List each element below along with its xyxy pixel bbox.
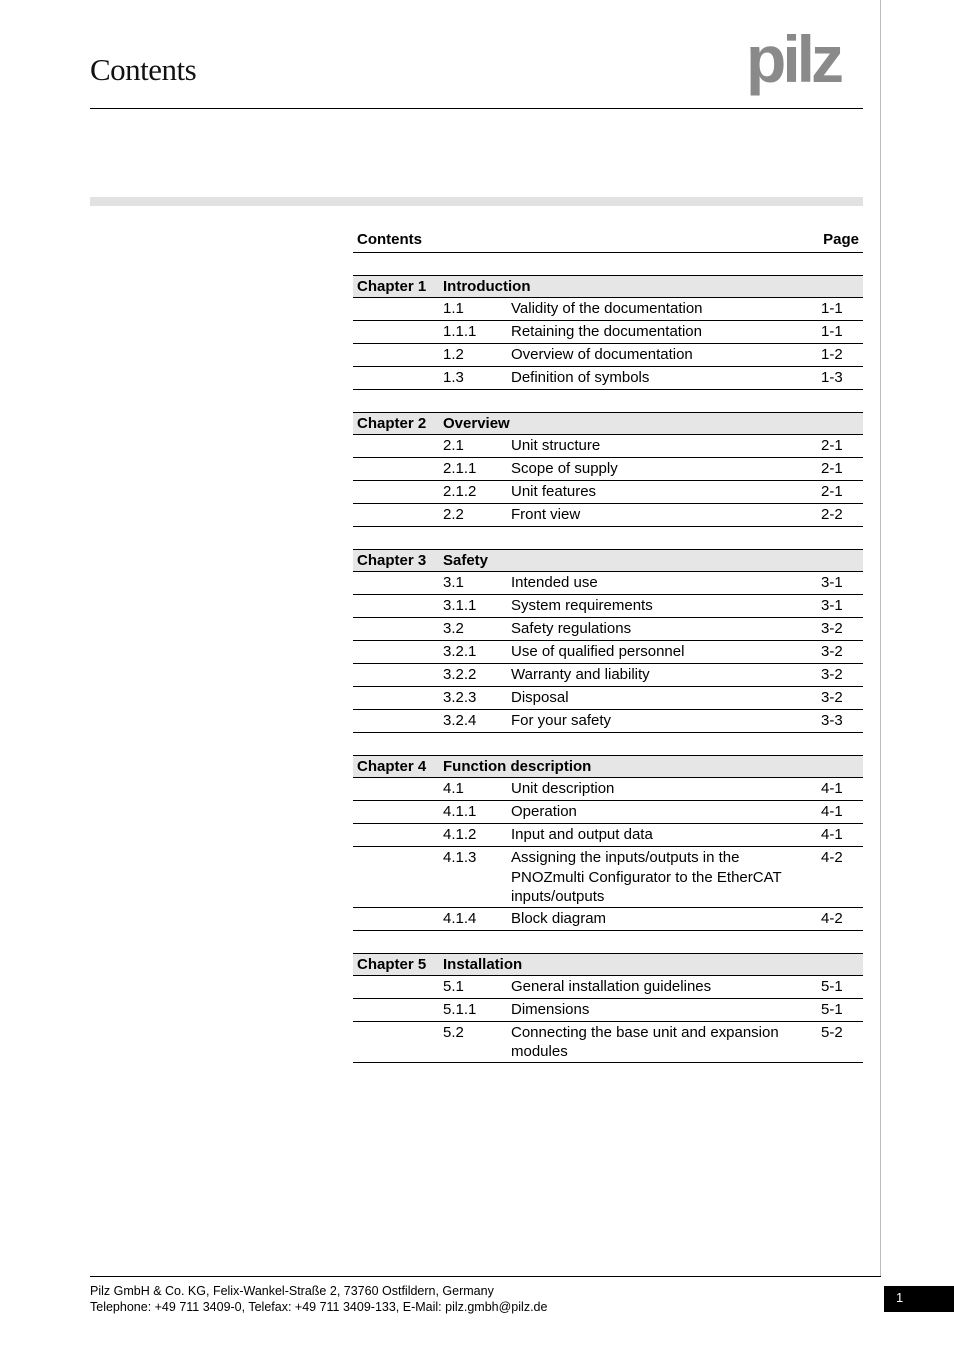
entry-title: Retaining the documentation xyxy=(511,323,702,340)
entry-title: Disposal xyxy=(511,689,569,706)
pilz-logo: pilz xyxy=(746,22,840,96)
entry-page: 4-1 xyxy=(821,826,843,843)
entry-number: 4.1.4 xyxy=(443,909,477,927)
toc-header xyxy=(353,226,863,253)
chapter-heading[interactable] xyxy=(353,412,863,435)
entry-title: For your safety xyxy=(511,712,612,729)
entry-number: 4.1.1 xyxy=(443,803,477,820)
entry-number: 3.2.2 xyxy=(443,666,477,683)
entry-indent xyxy=(353,299,443,320)
entry-number: 2.1.2 xyxy=(443,483,477,500)
entry-page: 3-2 xyxy=(821,620,843,637)
entry-number: 2.2 xyxy=(443,506,464,523)
chapter-title: Installation xyxy=(443,955,523,973)
entry-title: General installation guidelines xyxy=(511,977,712,995)
toc-entry[interactable] xyxy=(353,1022,863,1063)
entry-page: 4-1 xyxy=(821,780,843,797)
entry-page: 2-2 xyxy=(821,506,843,523)
entry-indent xyxy=(353,848,443,907)
entry-title: Connecting the base unit and expansion modules xyxy=(511,1023,779,1060)
entry-page: 2-1 xyxy=(821,460,843,477)
entry-indent xyxy=(353,977,443,998)
entry-number: 5.1 xyxy=(443,977,464,995)
entry-number: 3.1.1 xyxy=(443,597,477,614)
entry-number: 1.2 xyxy=(443,346,464,363)
entry-indent xyxy=(353,505,443,526)
entry-title: Unit features xyxy=(511,483,597,500)
entry-indent xyxy=(353,596,443,617)
footer-divider xyxy=(90,1276,881,1277)
entry-indent xyxy=(353,573,443,594)
chapter-heading[interactable] xyxy=(353,275,863,298)
entry-page: 5-2 xyxy=(821,1023,843,1041)
entry-number: 5.1.1 xyxy=(443,1000,477,1018)
toc-entry[interactable] xyxy=(353,976,863,999)
entry-number: 1.3 xyxy=(443,369,464,386)
entry-indent xyxy=(353,909,443,930)
toc-entry[interactable] xyxy=(353,710,863,733)
entry-page: 1-1 xyxy=(821,323,843,340)
page-title: Contents xyxy=(90,52,197,87)
entry-indent xyxy=(353,1000,443,1021)
entry-number: 3.2.4 xyxy=(443,712,477,729)
chapter-heading[interactable] xyxy=(353,549,863,572)
toc-entry[interactable] xyxy=(353,458,863,481)
chapter-label: Chapter 3 xyxy=(357,552,427,569)
toc-entry[interactable] xyxy=(353,908,863,931)
footer-address: Pilz GmbH & Co. KG, Felix-Wankel-Straße 2, 73760 Ostfildern, Germany xyxy=(90,1284,494,1298)
toc-entry[interactable] xyxy=(353,999,863,1022)
entry-number: 3.2.3 xyxy=(443,689,477,706)
chapter-heading[interactable] xyxy=(353,755,863,778)
toc-entry[interactable] xyxy=(353,641,863,664)
chapter-label: Chapter 5 xyxy=(357,955,427,973)
table-of-contents xyxy=(353,226,863,1063)
entry-title: Use of qualified personnel xyxy=(511,643,685,660)
entry-title: Front view xyxy=(511,506,581,523)
entry-title: Dimensions xyxy=(511,1000,590,1018)
entry-indent xyxy=(353,1023,443,1062)
entry-indent xyxy=(353,459,443,480)
chapter-label: Chapter 4 xyxy=(357,758,427,775)
entry-indent xyxy=(353,711,443,732)
toc-entry[interactable] xyxy=(353,801,863,824)
entry-page: 3-1 xyxy=(821,574,843,591)
entry-indent xyxy=(353,322,443,343)
entry-indent xyxy=(353,825,443,846)
entry-indent xyxy=(353,779,443,800)
toc-chapter xyxy=(353,275,863,390)
entry-title: Input and output data xyxy=(511,826,653,843)
entry-indent xyxy=(353,345,443,366)
entry-indent xyxy=(353,688,443,709)
entry-page: 3-2 xyxy=(821,643,843,660)
toc-entry[interactable] xyxy=(353,435,863,458)
entry-page: 4-2 xyxy=(821,909,843,927)
toc-entry[interactable] xyxy=(353,504,863,527)
entry-title: Block diagram xyxy=(511,909,607,927)
toc-entry[interactable] xyxy=(353,778,863,801)
toc-entry[interactable] xyxy=(353,824,863,847)
toc-entry[interactable] xyxy=(353,847,863,908)
header-band xyxy=(90,197,863,206)
entry-title: Unit description xyxy=(511,780,615,797)
entry-title: Warranty and liability xyxy=(511,666,650,683)
entry-page: 1-1 xyxy=(821,300,843,317)
chapter-heading[interactable] xyxy=(353,953,863,976)
toc-chapter xyxy=(353,549,863,733)
toc-entry[interactable] xyxy=(353,298,863,321)
entry-page: 1-3 xyxy=(821,369,843,386)
entry-title: Unit structure xyxy=(511,437,601,454)
toc-entry[interactable] xyxy=(353,481,863,504)
entry-title: Operation xyxy=(511,803,577,820)
toc-col-contents: Contents xyxy=(357,231,422,248)
entry-page: 3-2 xyxy=(821,689,843,706)
toc-entry[interactable] xyxy=(353,618,863,641)
entry-page: 4-1 xyxy=(821,803,843,820)
toc-col-page: Page xyxy=(823,231,859,248)
entry-indent xyxy=(353,802,443,823)
toc-entry[interactable] xyxy=(353,367,863,390)
entry-number: 2.1 xyxy=(443,437,464,454)
entry-title: Safety regulations xyxy=(511,620,632,637)
chapter-title: Introduction xyxy=(443,278,531,295)
entry-page: 1-2 xyxy=(821,346,843,363)
entry-indent xyxy=(353,436,443,457)
toc-entry[interactable] xyxy=(353,321,863,344)
entry-page: 2-1 xyxy=(821,437,843,454)
entry-page: 3-1 xyxy=(821,597,843,614)
entry-title: Definition of symbols xyxy=(511,369,650,386)
entry-number: 3.1 xyxy=(443,574,464,591)
entry-number: 5.2 xyxy=(443,1023,464,1041)
entry-title: Intended use xyxy=(511,574,598,591)
entry-indent xyxy=(353,482,443,503)
chapter-label: Chapter 1 xyxy=(357,278,427,295)
title-divider xyxy=(90,108,863,109)
entry-number: 1.1 xyxy=(443,300,464,317)
toc-chapters xyxy=(353,275,863,1063)
toc-chapter xyxy=(353,755,863,931)
toc-entry[interactable] xyxy=(353,344,863,367)
entry-title: Scope of supply xyxy=(511,460,618,477)
entry-title: Validity of the documentation xyxy=(511,300,703,317)
toc-chapter xyxy=(353,953,863,1063)
entry-page: 2-1 xyxy=(821,483,843,500)
entry-number: 3.2.1 xyxy=(443,643,477,660)
entry-number: 4.1 xyxy=(443,780,464,797)
toc-chapter xyxy=(353,412,863,527)
footer xyxy=(90,1283,547,1315)
entry-number: 4.1.3 xyxy=(443,849,477,866)
toc-entry[interactable] xyxy=(353,572,863,595)
entry-page: 3-2 xyxy=(821,666,843,683)
entry-page: 5-1 xyxy=(821,977,843,995)
chapter-title: Function description xyxy=(443,758,592,775)
chapter-title: Overview xyxy=(443,415,510,432)
toc-entry[interactable] xyxy=(353,664,863,687)
entry-indent xyxy=(353,368,443,389)
entry-page: 4-2 xyxy=(821,849,843,866)
footer-contact: Telephone: +49 711 3409-0, Telefax: +49 711 3409-133, E-Mail: pilz.gmbh@pilz.de xyxy=(90,1300,548,1314)
entry-indent xyxy=(353,642,443,663)
entry-indent xyxy=(353,665,443,686)
entry-page: 3-3 xyxy=(821,712,843,729)
entry-number: 2.1.1 xyxy=(443,460,477,477)
toc-entry[interactable] xyxy=(353,595,863,618)
entry-number: 4.1.2 xyxy=(443,826,477,843)
page-margin-rule xyxy=(880,0,881,1276)
entry-title: Overview of documentation xyxy=(511,346,693,363)
entry-indent xyxy=(353,619,443,640)
entry-number: 3.2 xyxy=(443,620,464,637)
toc-entry[interactable] xyxy=(353,687,863,710)
chapter-label: Chapter 2 xyxy=(357,415,427,432)
entry-title: Assigning the inputs/outputs in the PNOZmulti Configurator to the EtherCAT inputs/outputs xyxy=(511,849,782,905)
entry-title: System requirements xyxy=(511,597,653,614)
entry-number: 1.1.1 xyxy=(443,323,477,340)
entry-page: 5-1 xyxy=(821,1000,843,1018)
chapter-title: Safety xyxy=(443,552,489,569)
page-number: 1 xyxy=(884,1286,954,1312)
